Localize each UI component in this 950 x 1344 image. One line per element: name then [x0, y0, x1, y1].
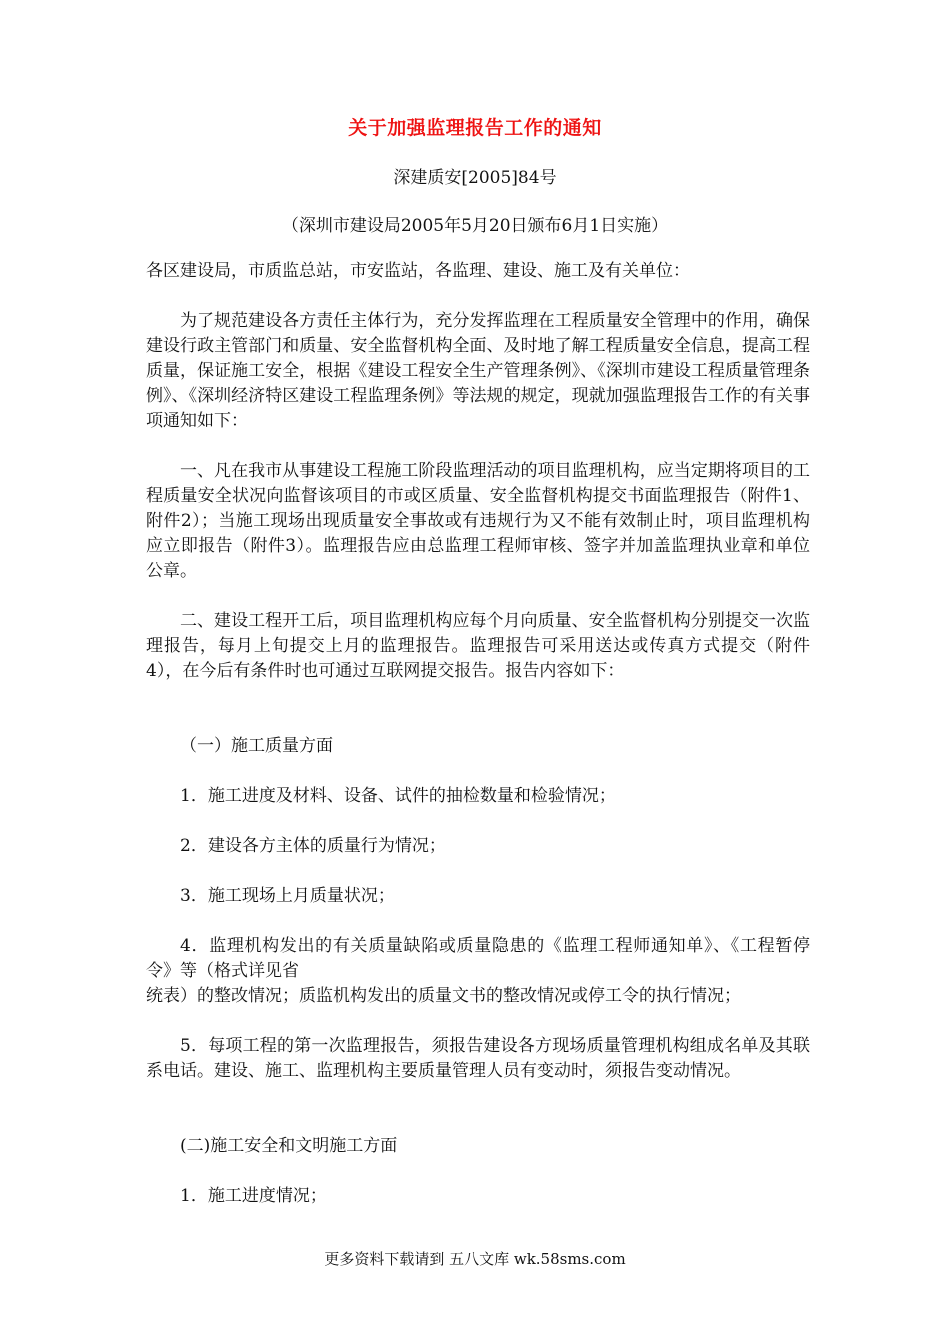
section-2-item: 1．施工进度情况； — [180, 1186, 327, 1206]
section-1-item: 5．每项工程的第一次监理报告，须报告建设各方现场质量管理机构组成名单及其联系电话。建设、施工、监理机构主要质量管理人员有变动时，须报告变动情况。 — [146, 1036, 810, 1081]
section-1-item: 2．建设各方主体的质量行为情况； — [180, 836, 446, 856]
addressee: 各区建设局，市质监总站，市安监站，各监理、建设、施工及有关单位： — [146, 261, 690, 281]
section-1-heading: （一）施工质量方面 — [180, 736, 333, 756]
footer-text: 更多资料下载请到 五八文库 wk.58sms.com — [324, 1250, 626, 1268]
section-1-item-continuation: 统表）的整改情况；质监机构发出的质量文书的整改情况或停工令的执行情况； — [146, 986, 741, 1006]
item-2-paragraph: 二、建设工程开工后，项目监理机构应每个月向质量、安全监督机构分别提交一次监理报告，每月上旬提交上月的监理报告。监理报告可采用送达或传真方式提交（附件4），在今后有条件时也可通过互联网提交报告。报告内容如下： — [146, 611, 810, 681]
document-number: 深建质安[2005]84号 — [393, 168, 557, 188]
item-1-paragraph: 一、凡在我市从事建设工程施工阶段监理活动的项目监理机构，应当定期将项目的工程质量安全状况向监督该项目的市或区质量、安全监督机构提交书面监理报告（附件1、附件2）；当施工现场出现质量安全事故或有违规行为又不能有效制止时，项目监理机构应立即报告（附件3）。监理报告应由总监理工程师审核、签字并加盖监理执业章和单位公章。 — [146, 461, 810, 581]
section-1-item: 4．监理机构发出的有关质量缺陷或质量隐患的《监理工程师通知单》、《工程暂停令》等（格式详见省 — [146, 936, 810, 981]
intro-paragraph: 为了规范建设各方责任主体行为，充分发挥监理在工程质量安全管理中的作用，确保建设行政主管部门和质量、安全监督机构全面、及时地了解工程质量安全信息，提高工程质量，保证施工安全，根据《建设工程安全生产管理条例》、《深圳市建设工程质量管理条例》、《深圳经济特区建设工程监理条例》等法规的规定，现就加强监理报告工作的有关事项通知如下： — [146, 311, 810, 431]
issued-line: （深圳市建设局2005年5月20日颁布6月1日实施） — [281, 216, 669, 236]
section-2-heading: (二)施工安全和文明施工方面 — [180, 1136, 398, 1156]
document-title: 关于加强监理报告工作的通知 — [348, 117, 602, 139]
section-1-item: 1．施工进度及材料、设备、试件的抽检数量和检验情况； — [180, 786, 616, 806]
section-1-item: 3．施工现场上月质量状况； — [180, 886, 395, 906]
